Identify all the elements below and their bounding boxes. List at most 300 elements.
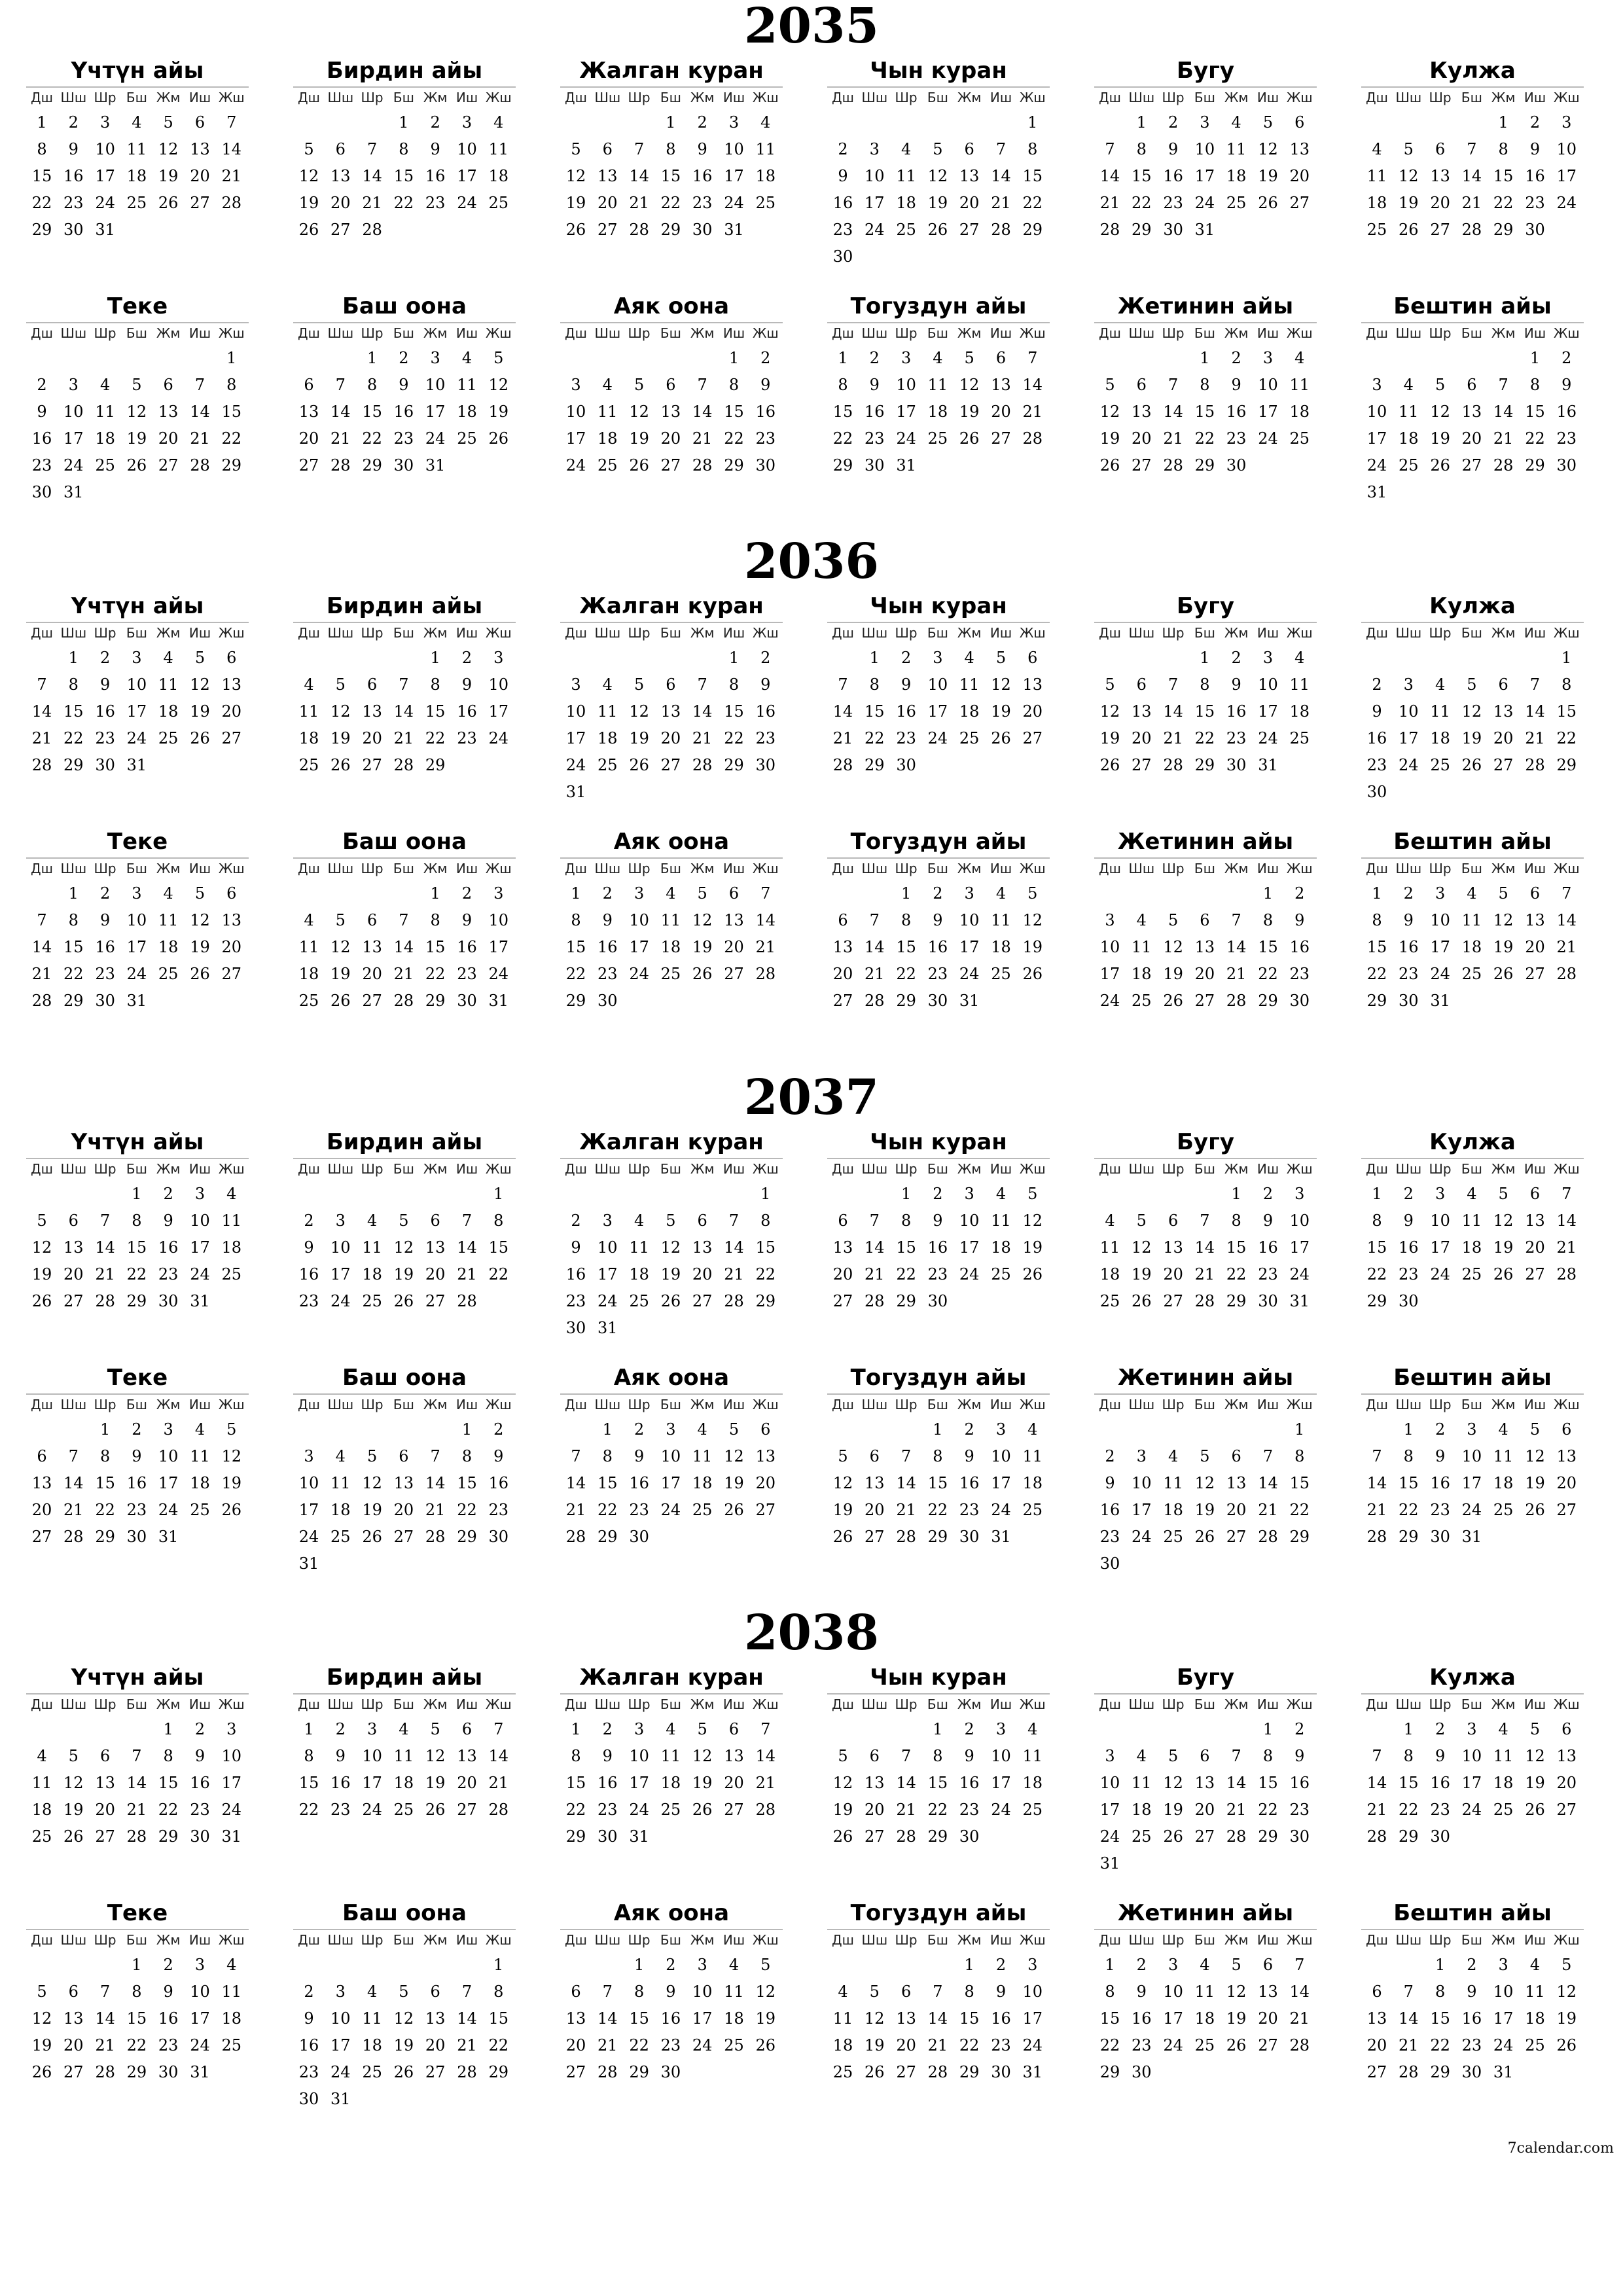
day-cell: 2	[37, 376, 47, 394]
day-cell: 2	[1529, 113, 1541, 132]
day-cell: 17	[221, 1774, 242, 1792]
day-cell: 1	[901, 884, 912, 903]
day-cell: 20	[1461, 429, 1482, 448]
day-cell: 5	[399, 1982, 409, 2001]
day-cell: 12	[221, 1447, 242, 1465]
day-cell: 26	[832, 1528, 853, 1546]
day-cell: 28	[126, 1827, 147, 1846]
day-cell: 23	[1399, 1265, 1419, 1283]
day-cell: 12	[158, 140, 179, 158]
day-cell: 12	[393, 2009, 414, 2028]
day-cell: 5	[1168, 911, 1179, 929]
weekday-label: Дш	[565, 1932, 587, 1948]
month-name: Тогуздун айы	[850, 1365, 1027, 1391]
weekday-header	[293, 1929, 516, 1951]
day-cell: 30	[1430, 1528, 1450, 1546]
day-cell: 11	[457, 376, 477, 394]
day-cell: 31	[158, 1528, 179, 1546]
weekday-label: Иш	[455, 1932, 478, 1948]
month-name: Чын куран	[870, 593, 1007, 619]
day-cell: 11	[1430, 702, 1450, 721]
day-cell: 19	[330, 729, 351, 747]
day-cell: 28	[1099, 221, 1120, 239]
day-cell: 3	[1435, 1185, 1446, 1203]
day-cell: 1	[1136, 113, 1147, 132]
day-cell: 3	[633, 884, 645, 903]
weekday-label: Бш	[660, 1696, 681, 1712]
day-cell: 2	[571, 1211, 581, 1230]
day-cell: 15	[660, 167, 681, 185]
day-cell: 21	[896, 1501, 916, 1519]
day-cell: 11	[1493, 1447, 1514, 1465]
day-cell: 31	[1194, 221, 1215, 239]
weekday-label: Дш	[832, 90, 854, 105]
day-cell: 26	[959, 429, 980, 448]
day-cell: 22	[298, 1801, 319, 1819]
day-cell: 26	[488, 429, 509, 448]
day-cell: 20	[755, 1474, 776, 1492]
day-cell: 11	[221, 1211, 242, 1230]
weekday-label: Бш	[1461, 90, 1482, 105]
day-cell: 4	[838, 1982, 848, 2001]
day-cell: 19	[393, 2036, 414, 2054]
day-cell: 22	[488, 2036, 509, 2054]
day-cell: 19	[1099, 429, 1120, 448]
day-cell: 9	[37, 403, 47, 421]
day-cell: 15	[298, 1774, 319, 1792]
day-cell: 29	[1194, 456, 1215, 475]
day-cell: 7	[1168, 376, 1179, 394]
day-cell: 29	[221, 456, 242, 475]
day-cell: 16	[1289, 938, 1310, 956]
day-cell: 13	[393, 1474, 414, 1492]
day-cell: 2	[461, 884, 473, 903]
day-cell: 18	[488, 167, 509, 185]
day-cell: 5	[1200, 1447, 1210, 1465]
day-cell: 26	[692, 1801, 713, 1819]
weekday-label: Дш	[832, 1932, 854, 1948]
day-cell: 9	[760, 376, 771, 394]
month-block	[1094, 1363, 1317, 1605]
day-cell: 21	[1556, 938, 1577, 956]
day-cell: 26	[755, 2036, 776, 2054]
weekday-label: Бш	[1194, 90, 1215, 105]
day-cell: 8	[366, 376, 378, 394]
day-cell: 26	[1493, 1265, 1514, 1283]
day-cell: 30	[1258, 1292, 1278, 1310]
day-cell: 25	[597, 456, 618, 475]
day-cell: 7	[226, 113, 237, 132]
day-cell: 19	[692, 938, 713, 956]
day-cell: 25	[660, 965, 681, 983]
weekday-label: Жм	[957, 325, 982, 341]
weekday-label: Жм	[957, 1696, 982, 1712]
day-cell: 26	[158, 194, 179, 212]
month-block	[293, 1128, 516, 1370]
day-cell: 16	[457, 938, 477, 956]
day-cell: 25	[629, 1292, 649, 1310]
day-cell: 24	[927, 729, 948, 747]
month-name: Жетинин айы	[1117, 1365, 1294, 1391]
day-cell: 7	[760, 884, 771, 903]
day-cell: 22	[1399, 1501, 1419, 1519]
day-cell: 13	[1366, 2009, 1387, 2028]
day-cell: 29	[1493, 221, 1514, 239]
day-cell: 30	[393, 456, 414, 475]
weekday-label: Дш	[565, 1161, 587, 1177]
day-cell: 13	[692, 1238, 713, 1257]
day-cell: 4	[728, 1956, 740, 1974]
day-cell: 28	[927, 2063, 948, 2081]
day-cell: 15	[724, 403, 744, 421]
weekday-label: Жм	[957, 625, 982, 641]
day-cell: 20	[221, 702, 242, 721]
day-cell: 27	[425, 2063, 446, 2081]
day-cell: 4	[633, 1211, 645, 1230]
day-cell: 1	[399, 113, 409, 132]
day-cell: 30	[126, 1528, 147, 1546]
month-block	[1361, 56, 1584, 298]
day-cell: 4	[1136, 1747, 1147, 1765]
day-cell: 21	[1163, 729, 1183, 747]
weekday-header	[1094, 622, 1317, 644]
weekday-label: Бш	[660, 861, 681, 876]
day-cell: 3	[964, 1185, 974, 1203]
day-cell: 20	[362, 965, 382, 983]
day-cell: 1	[602, 1420, 613, 1439]
day-cell: 28	[221, 194, 242, 212]
day-cell: 12	[927, 167, 948, 185]
day-cell: 1	[933, 1420, 943, 1439]
day-cell: 6	[226, 649, 237, 667]
weekday-label: Жм	[690, 861, 715, 876]
day-cell: 6	[1529, 1185, 1541, 1203]
day-cell: 6	[304, 376, 314, 394]
day-cell: 22	[1194, 729, 1215, 747]
day-cell: 2	[760, 649, 771, 667]
day-cell: 17	[126, 702, 147, 721]
weekday-label: Иш	[1524, 1932, 1546, 1948]
weekday-label: Дш	[1366, 861, 1388, 876]
day-cell: 14	[927, 2009, 948, 2028]
weekday-label: Жм	[1224, 1932, 1249, 1948]
day-cell: 15	[126, 1238, 147, 1257]
day-cell: 28	[755, 965, 776, 983]
day-cell: 29	[63, 992, 84, 1010]
month-block	[293, 1899, 516, 2141]
day-cell: 22	[1399, 1801, 1419, 1819]
weekday-header	[26, 1158, 249, 1180]
day-cell: 7	[1561, 884, 1572, 903]
day-cell: 2	[1435, 1420, 1446, 1439]
day-cell: 11	[1132, 938, 1152, 956]
day-cell: 6	[68, 1211, 79, 1230]
day-cell: 27	[190, 194, 210, 212]
day-cell: 7	[1262, 1447, 1274, 1465]
day-cell: 4	[602, 376, 613, 394]
day-cell: 29	[126, 2063, 147, 2081]
weekday-label: Иш	[188, 90, 211, 105]
month-block	[560, 292, 783, 534]
day-cell: 23	[1289, 1801, 1310, 1819]
month-block	[827, 827, 1050, 1069]
weekday-label: Иш	[188, 1932, 211, 1948]
weekday-label: Шр	[628, 861, 651, 876]
day-cell: 29	[1556, 756, 1577, 774]
day-cell: 21	[393, 729, 414, 747]
month-block	[26, 292, 249, 534]
day-cell: 6	[1200, 911, 1210, 929]
day-cell: 25	[1289, 429, 1310, 448]
day-cell: 3	[461, 113, 473, 132]
day-cell: 12	[991, 675, 1011, 694]
day-cell: 1	[933, 1720, 943, 1738]
weekday-header	[560, 622, 783, 644]
day-cell: 8	[37, 140, 47, 158]
day-cell: 19	[1194, 1501, 1215, 1519]
day-cell: 16	[927, 1238, 948, 1257]
weekday-label: Шр	[895, 861, 918, 876]
day-cell: 5	[995, 649, 1007, 667]
day-cell: 9	[335, 1747, 346, 1765]
day-cell: 2	[304, 1982, 314, 2001]
weekday-label: Жш	[218, 90, 245, 105]
month-name: Бештин айы	[1393, 293, 1552, 319]
day-cell: 13	[362, 938, 382, 956]
weekday-label: Жм	[957, 1932, 982, 1948]
day-cell: 5	[194, 649, 205, 667]
day-cell: 16	[95, 702, 115, 721]
month-block	[1094, 1663, 1317, 1905]
weekday-label: Дш	[31, 861, 53, 876]
weekday-label: Шр	[94, 625, 116, 641]
day-cell: 10	[298, 1474, 319, 1492]
day-cell: 2	[132, 1420, 142, 1439]
day-cell: 12	[63, 1774, 84, 1792]
weekday-header	[827, 322, 1050, 344]
day-cell: 26	[190, 965, 210, 983]
day-cell: 3	[1105, 1747, 1115, 1765]
day-cell: 20	[457, 1774, 477, 1792]
day-cell: 3	[1168, 1956, 1179, 1974]
day-cell: 19	[1493, 938, 1514, 956]
day-cell: 25	[457, 429, 477, 448]
day-cell: 18	[724, 2009, 744, 2028]
day-cell: 1	[366, 349, 378, 367]
day-cell: 8	[964, 1982, 974, 2001]
month-name: Бирдин айы	[326, 1664, 483, 1691]
day-cell: 10	[959, 911, 980, 929]
day-cell: 7	[1372, 1747, 1382, 1765]
day-cell: 10	[1258, 376, 1278, 394]
month-block	[827, 1128, 1050, 1370]
day-cell: 21	[31, 965, 52, 983]
day-cell: 22	[1022, 194, 1043, 212]
day-cell: 17	[1258, 702, 1278, 721]
day-cell: 12	[1556, 1982, 1577, 2001]
day-cell: 20	[63, 1265, 84, 1283]
day-cell: 5	[1105, 376, 1115, 394]
day-cell: 24	[126, 729, 147, 747]
month-block	[293, 1363, 516, 1605]
day-cell: 17	[1461, 1774, 1482, 1792]
day-cell: 23	[565, 1292, 586, 1310]
day-cell: 26	[1132, 1292, 1152, 1310]
day-cell: 27	[1194, 1827, 1215, 1846]
day-cell: 23	[660, 2036, 681, 2054]
weekday-label: Шш	[594, 625, 621, 641]
day-cell: 26	[565, 221, 586, 239]
day-cell: 27	[298, 456, 319, 475]
day-cell: 2	[461, 649, 473, 667]
day-cell: 6	[964, 140, 974, 158]
day-cell: 15	[1258, 938, 1278, 956]
day-cell: 1	[571, 884, 581, 903]
day-cell: 7	[335, 376, 346, 394]
day-cell: 15	[425, 702, 446, 721]
day-cell: 8	[99, 1447, 111, 1465]
day-cell: 23	[1132, 2036, 1152, 2054]
day-cell: 10	[488, 911, 509, 929]
day-cell: 11	[1461, 911, 1482, 929]
day-cell: 15	[362, 403, 382, 421]
weekday-label: Дш	[565, 1696, 587, 1712]
day-cell: 1	[1561, 649, 1572, 667]
day-cell: 8	[493, 1211, 504, 1230]
month-block	[560, 592, 783, 834]
day-cell: 27	[1461, 456, 1482, 475]
day-cell: 23	[158, 1265, 179, 1283]
day-cell: 14	[692, 702, 713, 721]
day-cell: 19	[1099, 729, 1120, 747]
day-cell: 12	[393, 1238, 414, 1257]
month-name: Кулжа	[1429, 1664, 1516, 1691]
day-cell: 19	[1226, 2009, 1247, 2028]
weekday-label: Шш	[861, 1932, 888, 1948]
month-block	[1094, 592, 1317, 834]
day-cell: 20	[1525, 1238, 1545, 1257]
day-cell: 13	[1132, 702, 1152, 721]
day-cell: 4	[194, 1420, 205, 1439]
day-cell: 10	[457, 140, 477, 158]
weekday-header	[560, 857, 783, 880]
weekday-header	[1361, 86, 1584, 109]
day-cell: 24	[221, 1801, 242, 1819]
weekday-label: Иш	[1257, 1397, 1279, 1412]
day-cell: 25	[1493, 1801, 1514, 1819]
day-cell: 21	[1258, 1501, 1278, 1519]
day-cell: 2	[163, 1956, 173, 1974]
day-cell: 8	[399, 140, 409, 158]
day-cell: 17	[565, 729, 586, 747]
weekday-label: Шш	[60, 1932, 87, 1948]
day-cell: 4	[493, 113, 504, 132]
day-cell: 24	[488, 729, 509, 747]
month-block	[1361, 1363, 1584, 1605]
day-cell: 13	[1258, 1982, 1278, 2001]
day-cell: 12	[1525, 1447, 1545, 1465]
day-cell: 25	[1022, 1501, 1043, 1519]
day-cell: 14	[425, 1474, 446, 1492]
month-name: Бештин айы	[1393, 1900, 1552, 1926]
day-cell: 7	[461, 1982, 473, 2001]
day-cell: 26	[1258, 194, 1278, 212]
day-cell: 2	[1136, 1956, 1147, 1974]
day-cell: 27	[724, 965, 744, 983]
day-cell: 28	[565, 1528, 586, 1546]
day-cell: 12	[660, 1238, 681, 1257]
day-cell: 17	[1366, 429, 1387, 448]
day-cell: 11	[1461, 1211, 1482, 1230]
day-cell: 5	[68, 1747, 79, 1765]
day-cell: 8	[1136, 140, 1147, 158]
day-cell: 14	[221, 140, 242, 158]
day-cell: 14	[896, 1474, 916, 1492]
weekday-label: Шш	[861, 1696, 888, 1712]
day-cell: 24	[158, 1501, 179, 1519]
weekday-label: Жм	[690, 325, 715, 341]
weekday-label: Шш	[594, 1696, 621, 1712]
day-cell: 4	[226, 1956, 237, 1974]
day-cell: 20	[991, 403, 1011, 421]
day-cell: 8	[1262, 1747, 1274, 1765]
day-cell: 11	[1366, 167, 1387, 185]
day-cell: 26	[1226, 2036, 1247, 2054]
day-cell: 4	[1294, 649, 1305, 667]
weekday-label: Шр	[895, 90, 918, 105]
weekday-label: Шр	[1429, 625, 1452, 641]
day-cell: 18	[158, 702, 179, 721]
day-cell: 12	[755, 1982, 776, 2001]
day-cell: 20	[1258, 2009, 1278, 2028]
day-cell: 18	[1461, 938, 1482, 956]
weekday-label: Дш	[298, 1932, 320, 1948]
day-cell: 31	[1461, 1528, 1482, 1546]
day-cell: 8	[933, 1747, 943, 1765]
day-cell: 10	[1099, 938, 1120, 956]
day-cell: 6	[430, 1211, 440, 1230]
day-cell: 12	[190, 911, 210, 929]
day-cell: 7	[760, 1720, 771, 1738]
day-cell: 6	[697, 1211, 707, 1230]
day-cell: 16	[629, 1474, 649, 1492]
day-cell: 31	[1258, 756, 1278, 774]
day-cell: 16	[330, 1774, 351, 1792]
day-cell: 28	[1163, 456, 1183, 475]
day-cell: 26	[31, 2063, 52, 2081]
day-cell: 6	[399, 1447, 409, 1465]
day-cell: 29	[31, 221, 52, 239]
weekday-header	[293, 1693, 516, 1715]
day-cell: 14	[1194, 1238, 1215, 1257]
day-cell: 1	[1105, 1956, 1115, 1974]
day-cell: 22	[896, 965, 916, 983]
day-cell: 26	[629, 756, 649, 774]
weekday-label: Шр	[361, 325, 383, 341]
weekday-label: Дш	[1366, 325, 1388, 341]
day-cell: 9	[933, 1211, 943, 1230]
weekday-label: Жш	[1286, 1397, 1313, 1412]
day-cell: 29	[1022, 221, 1043, 239]
day-cell: 27	[1289, 194, 1310, 212]
day-cell: 18	[660, 938, 681, 956]
day-cell: 30	[31, 483, 52, 501]
day-cell: 8	[132, 1211, 142, 1230]
weekday-label: Шр	[1429, 325, 1452, 341]
day-cell: 17	[1099, 965, 1120, 983]
day-cell: 16	[1399, 938, 1419, 956]
day-cell: 13	[1022, 675, 1043, 694]
